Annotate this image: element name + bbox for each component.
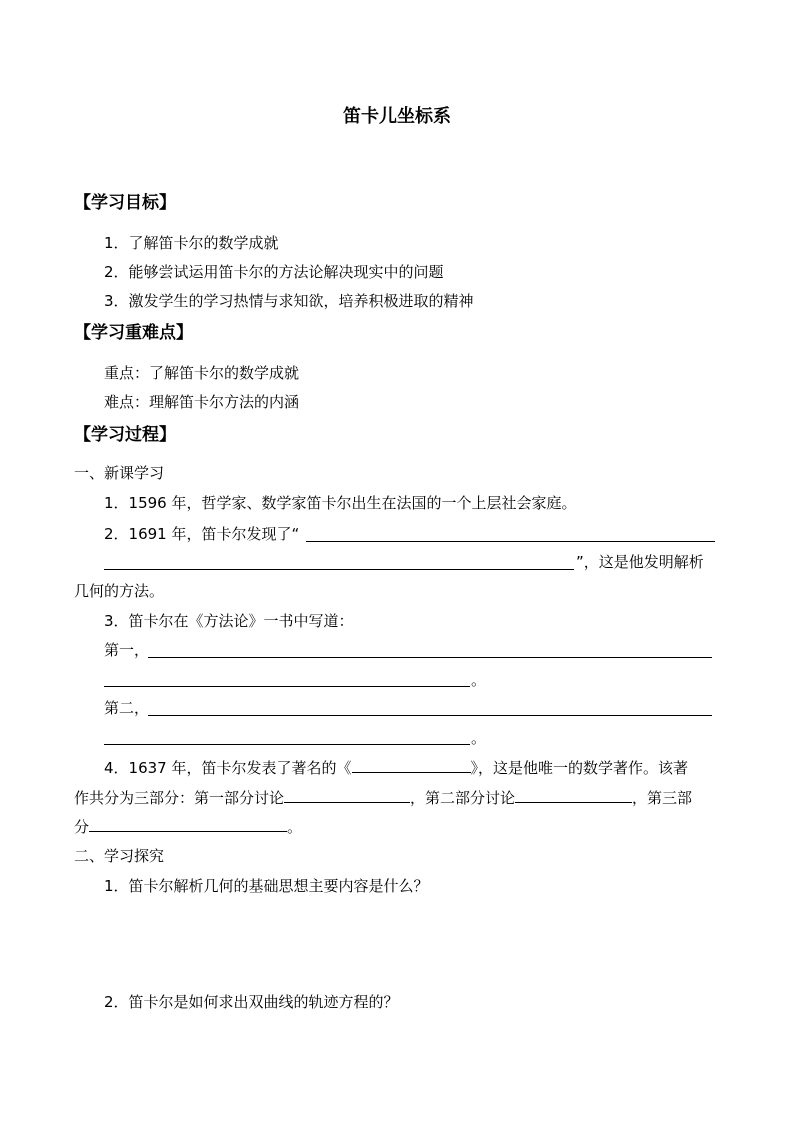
- question-3: 3．笛卡尔在《方法论》一书中写道：: [104, 612, 354, 630]
- process-heading: 【学习过程】: [74, 425, 176, 445]
- objective-item-1: 1．了解笛卡尔的数学成就: [104, 234, 279, 252]
- inquiry-question-1: 1．笛卡尔解析几何的基础思想主要内容是什么？: [104, 877, 429, 895]
- question-4-line-1: [104, 758, 688, 778]
- question-1: 1．1596 年，哲学家、数学家笛卡尔出生在法国的一个上层社会家庭。: [104, 494, 577, 512]
- objective-item-2: 2．能够尝试运用笛卡尔的方法论解决现实中的问题: [104, 263, 444, 281]
- q4-text-c: 作共分为三部分：第一部分讨论: [74, 789, 285, 807]
- second-blank-line-1[interactable]: [148, 715, 712, 716]
- first-blank-line-1[interactable]: [148, 657, 712, 658]
- q4-text-d: ，第二部分讨论: [410, 789, 516, 807]
- difficulty-point: 难点：理解笛卡尔方法的内涵: [104, 393, 300, 411]
- question-2-prefix: 2．1691 年，笛卡尔发现了“: [104, 525, 300, 543]
- q4-text-g: 。: [287, 818, 303, 836]
- first-period: 。: [471, 671, 487, 689]
- book-title-blank[interactable]: [352, 758, 471, 773]
- first-label: 第一，: [104, 641, 150, 659]
- q4-text-a: 4．1637 年，笛卡尔发表了著名的《: [104, 759, 352, 777]
- focus-point: 重点：了解笛卡尔的数学成就: [104, 364, 300, 382]
- q2-blank-line-1[interactable]: [306, 541, 715, 542]
- second-period: 。: [471, 729, 487, 747]
- inquiry-question-2: 2．笛卡尔是如何求出双曲线的轨迹方程的？: [104, 993, 399, 1011]
- question-4-line-3: [74, 817, 302, 837]
- part3-topic-blank[interactable]: [89, 817, 287, 832]
- part2-topic-blank[interactable]: [515, 788, 632, 803]
- key-points-heading: 【学习重难点】: [74, 323, 193, 343]
- question-4-line-2: [74, 788, 692, 808]
- q4-text-b: 》，这是他唯一的数学著作。该著: [470, 759, 689, 777]
- question-2-continuation: 几何的方法。: [74, 582, 165, 600]
- objective-item-3: 3．激发学生的学习热情与求知欲，培养积极进取的精神: [104, 292, 474, 310]
- part1-topic-blank[interactable]: [284, 788, 410, 803]
- objectives-heading: 【学习目标】: [74, 193, 176, 213]
- q2-blank-line-2[interactable]: [104, 569, 574, 570]
- part2-title: 二、学习探究: [74, 847, 165, 865]
- q4-text-f: 分: [74, 818, 90, 836]
- second-blank-line-2[interactable]: [104, 744, 470, 745]
- page-title: 笛卡儿坐标系: [343, 106, 451, 127]
- part1-title: 一、新课学习: [74, 464, 165, 482]
- question-2-suffix: ”，这是他发明解析: [576, 553, 704, 571]
- first-blank-line-2[interactable]: [104, 686, 470, 687]
- q4-text-e: ，第三部: [632, 789, 693, 807]
- second-label: 第二，: [104, 699, 150, 717]
